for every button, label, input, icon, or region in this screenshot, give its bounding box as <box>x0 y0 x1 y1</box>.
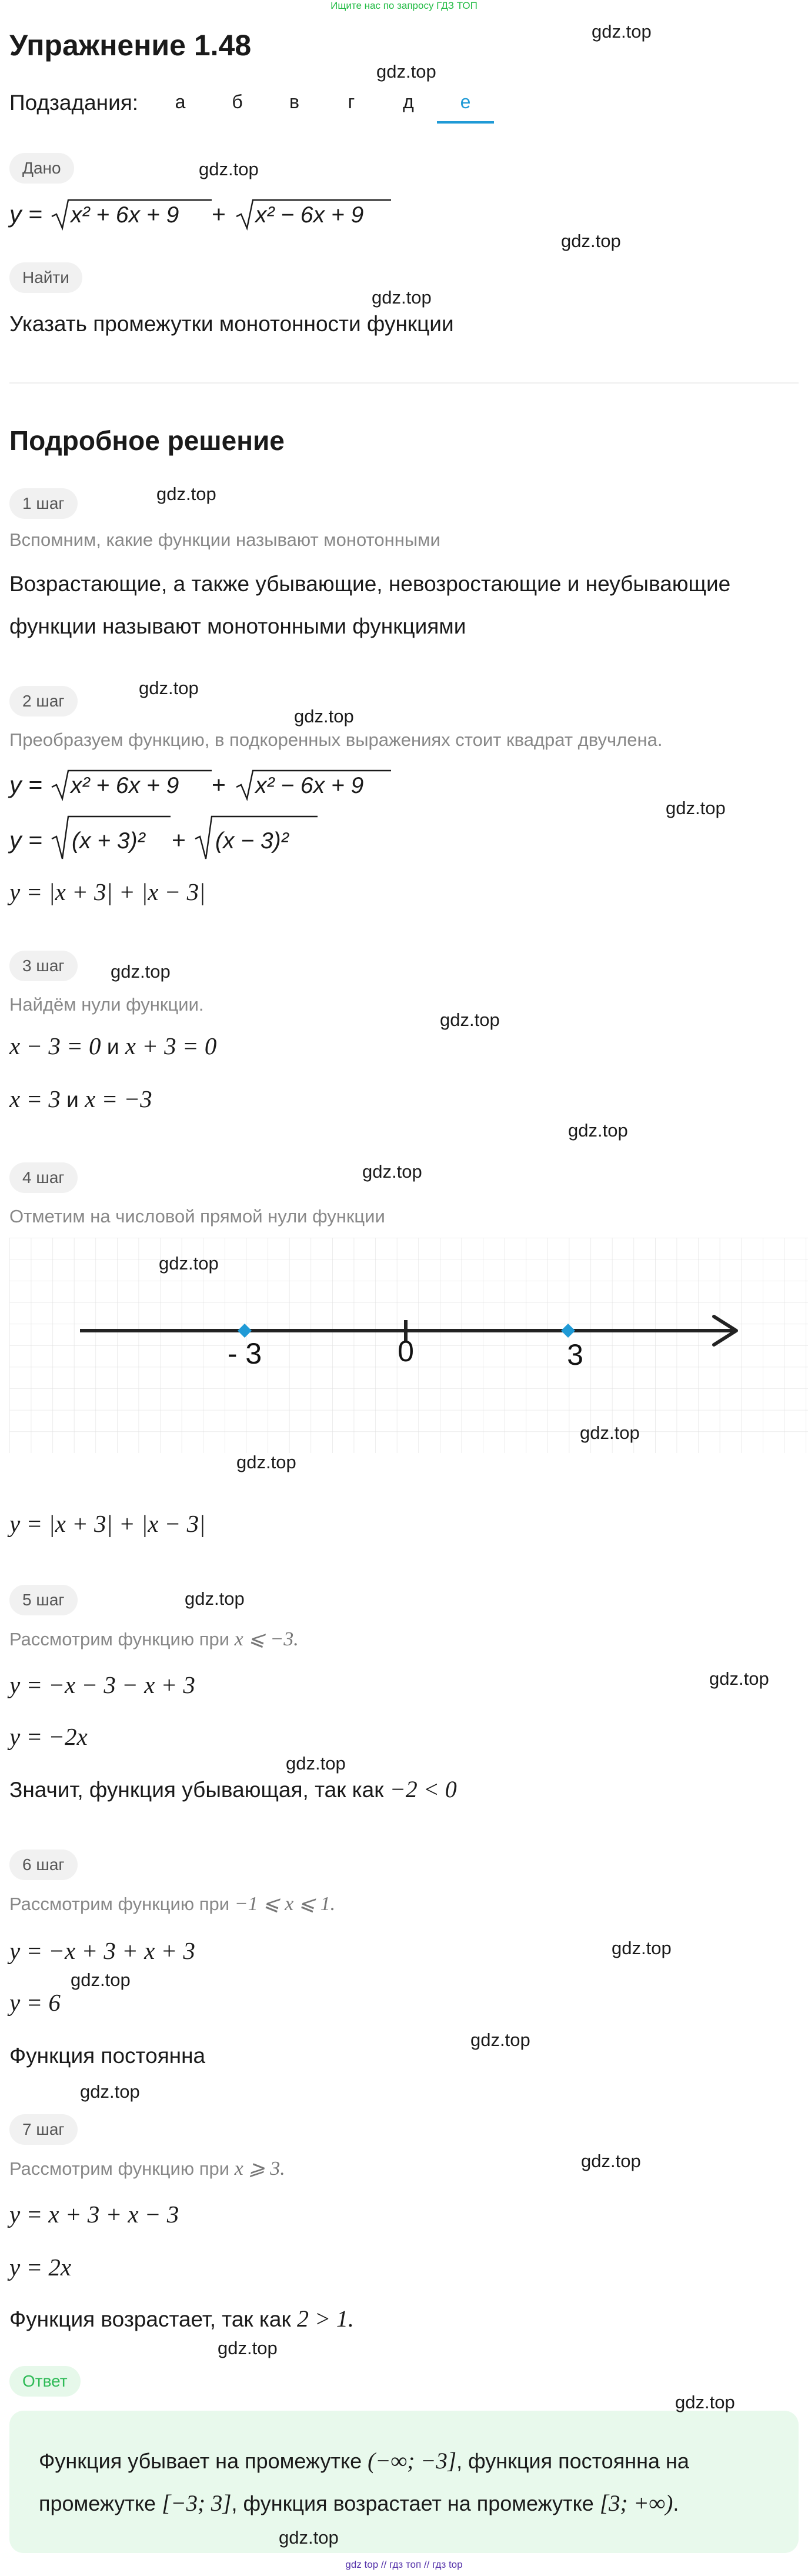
watermark: gdz.top <box>376 61 436 82</box>
step-5-line1: y = −x − 3 − x + 3 <box>9 1671 195 1698</box>
step-5-hint: Рассмотрим функцию при x ⩽ −3. <box>9 1628 299 1650</box>
step-7-chip: 7 шаг <box>9 2114 78 2145</box>
given-rad1: x² + 6x + 9 <box>71 202 179 228</box>
given-y: y = <box>9 201 42 228</box>
watermark: gdz.top <box>139 678 199 698</box>
svg-text:+: + <box>212 771 226 798</box>
given-rad2: x² − 6x + 9 <box>255 202 364 228</box>
svg-text:+: + <box>172 827 186 854</box>
watermark: gdz.top <box>568 1120 628 1141</box>
svg-text:x² − 6x + 9: x² − 6x + 9 <box>255 773 364 798</box>
step-2-line1 <box>6 765 406 806</box>
watermark: gdz.top <box>666 798 726 818</box>
watermark: gdz.top <box>279 2527 339 2548</box>
watermark: gdz.top <box>362 1161 422 1182</box>
step-2-chip: 2 шаг <box>9 686 78 717</box>
step-1-text-line1: Возрастающие, а также убывающие, невозростающие и неубывающие <box>9 572 731 596</box>
solution-title: Подробное решение <box>9 425 285 456</box>
step-7-line2: y = 2x <box>9 2254 72 2281</box>
step-2-line3: y = |x + 3| + |x − 3| <box>9 878 206 905</box>
watermark: gdz.top <box>71 1970 131 1990</box>
watermark: gdz.top <box>470 2030 530 2050</box>
watermark: gdz.top <box>199 159 259 179</box>
step-3-hint: Найдём нули функции. <box>9 994 204 1015</box>
tab-e[interactable]: е <box>437 82 494 124</box>
step-6-line2: y = 6 <box>9 1989 61 2016</box>
svg-text:(x + 3)²: (x + 3)² <box>72 828 145 854</box>
svg-text:y =: y = <box>9 827 42 854</box>
step-4-formula: y = |x + 3| + |x − 3| <box>9 1510 206 1537</box>
watermark: gdz.top <box>111 961 171 982</box>
step-6-hint: Рассмотрим функцию при −1 ⩽ x ⩽ 1. <box>9 1893 336 1915</box>
step-5-chip: 5 шаг <box>9 1585 78 1615</box>
subtasks-label: Подзадания: <box>9 91 139 115</box>
watermark: gdz.top <box>580 1422 640 1443</box>
given-plus: + <box>212 201 226 228</box>
watermark: gdz.top <box>156 484 216 504</box>
watermark: gdz.top <box>236 1452 296 1472</box>
watermark: gdz.top <box>581 2151 641 2171</box>
watermark: gdz.top <box>372 287 432 308</box>
step-1-hint: Вспомним, какие функции называют монотонными <box>9 529 440 550</box>
step-1-chip: 1 шаг <box>9 488 78 519</box>
step-6-chip: 6 шаг <box>9 1849 78 1880</box>
watermark: gdz.top <box>159 1253 219 1274</box>
watermark: gdz.top <box>612 1938 672 1958</box>
answer-line2: промежутке [−3; 3], функция возрастает на промежутке [3; +∞). <box>39 2491 679 2516</box>
find-chip: Найти <box>9 262 82 293</box>
watermark: gdz.top <box>294 706 354 727</box>
step-1-text-line2: функции называют монотонными функциями <box>9 614 466 638</box>
label-0: 0 <box>398 1335 414 1368</box>
step-4-hint: Отметим на числовой прямой нули функции <box>9 1206 385 1227</box>
step-5-line2: y = −2x <box>9 1723 88 1750</box>
watermark: gdz.top <box>218 2338 278 2358</box>
given-formula <box>6 194 406 235</box>
tab-b[interactable]: б <box>232 91 243 112</box>
step-2-line2 <box>6 812 370 865</box>
step-3-line2: x = 3 и x = −3 <box>9 1085 152 1112</box>
tab-v[interactable]: в <box>289 91 299 112</box>
step-6-conclusion: Функция постоянна <box>9 2044 206 2068</box>
tab-a[interactable]: а <box>175 91 186 112</box>
svg-text:y =: y = <box>9 771 42 798</box>
answer-line1: Функция убывает на промежутке (−∞; −3], функция постоянна на <box>39 2448 689 2474</box>
subtasks-tabs <box>152 82 494 124</box>
step-2-hint: Преобразуем функцию, в подкоренных выражениях стоит квадрат двучлена. <box>9 729 663 750</box>
find-text: Указать промежутки монотонности функции <box>9 312 454 336</box>
step-3-chip: 3 шаг <box>9 951 78 981</box>
svg-text:(x − 3)²: (x − 3)² <box>215 828 289 854</box>
answer-chip: Ответ <box>9 2366 81 2397</box>
footer-links[interactable]: gdz top // гдз топ // гдз top <box>345 2559 463 2570</box>
step-4-chip: 4 шаг <box>9 1162 78 1193</box>
given-chip: Дано <box>9 153 74 184</box>
svg-text:x² + 6x + 9: x² + 6x + 9 <box>71 773 179 798</box>
promo-banner[interactable]: Ищите нас по запросу ГДЗ ТОП <box>330 0 478 11</box>
step-7-hint: Рассмотрим функцию при x ⩾ 3. <box>9 2158 285 2180</box>
watermark: gdz.top <box>80 2081 140 2102</box>
divider <box>9 382 799 384</box>
label-minus-3: - 3 <box>227 1337 262 1370</box>
step-6-line1: y = −x + 3 + x + 3 <box>9 1937 195 1964</box>
watermark: gdz.top <box>440 1009 500 1030</box>
step-5-conclusion: Значит, функция убывающая, так как −2 < 0 <box>9 1776 457 1802</box>
watermark: gdz.top <box>675 2392 735 2412</box>
tab-g[interactable]: г <box>348 91 355 112</box>
number-line-figure <box>9 1238 808 1453</box>
watermark: gdz.top <box>592 21 652 42</box>
page-title: Упражнение 1.48 <box>9 29 252 62</box>
step-7-conclusion: Функция возрастает, так как 2 > 1. <box>9 2305 354 2332</box>
watermark: gdz.top <box>561 231 621 251</box>
watermark: gdz.top <box>709 1668 769 1689</box>
answer-box <box>9 2411 799 2553</box>
step-7-line1: y = x + 3 + x − 3 <box>9 2201 179 2228</box>
watermark: gdz.top <box>286 1753 346 1774</box>
step-3-line1: x − 3 = 0 и x + 3 = 0 <box>9 1032 217 1059</box>
tab-d[interactable]: д <box>403 91 414 112</box>
watermark: gdz.top <box>185 1588 245 1609</box>
label-3: 3 <box>567 1338 583 1371</box>
